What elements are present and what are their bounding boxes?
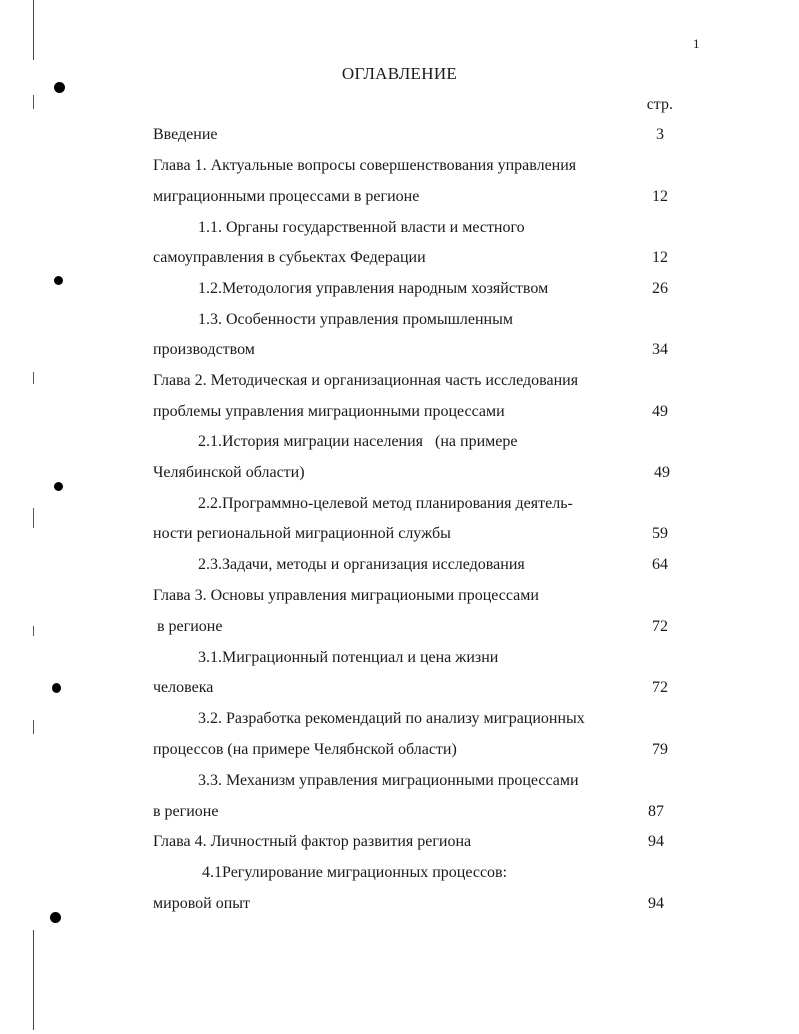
binder-hole (52, 683, 61, 693)
toc-entry-s3-1-line2: человека (153, 679, 214, 696)
toc-page-s1-1: 12 (652, 249, 668, 266)
margin-line (33, 930, 34, 1030)
page-number: 1 (693, 36, 700, 51)
toc-page-s3-3: 87 (648, 803, 664, 820)
toc-entry-s1-3-line1: 1.3. Особенности управления промышленным (198, 311, 513, 328)
toc-page-s1-3: 34 (652, 341, 668, 358)
toc-entry-ch3-line2: в регионе (153, 618, 223, 635)
toc-entry-ch2-line1: Глава 2. Методическая и организационная часть исследования (153, 372, 579, 389)
scan-mark (33, 95, 34, 109)
toc-entry-s1-1-line2: самоуправления в субьектах Федерации (153, 249, 426, 266)
toc-entry-s4-1-line1: 4.1Регулирование миграционных процессов: (198, 864, 508, 881)
toc-page-s1-2: 26 (652, 280, 668, 297)
toc-entry-ch2-line2: проблемы управления миграционными процессами (153, 403, 505, 420)
scan-mark (33, 372, 34, 384)
toc-entry-s2-3: 2.3.Задачи, методы и организация исследования (198, 556, 525, 573)
margin-line (33, 0, 34, 60)
toc-entry-s3-2-line2: процессов (на примере Челябнской области) (153, 741, 457, 758)
toc-entry-s4-1-line2: мировой опыт (153, 895, 250, 912)
toc-entry-s1-1-line1: 1.1. Органы государственной власти и местного (198, 219, 525, 236)
toc-page-s4-1: 94 (648, 895, 664, 912)
toc-entry-s2-1-line2: Челябинской области) (153, 464, 305, 481)
toc-entry-s2-1-line1: 2.1.История миграции населения (на примере (198, 433, 518, 450)
toc-entry-s1-3-line2: производством (153, 341, 255, 358)
page-title: ОГЛАВЛЕНИЕ (341, 64, 458, 83)
toc-entry-s3-2-line1: 3.2. Разработка рекомендаций по анализу миграционных (198, 710, 585, 727)
toc-page-ch4: 94 (648, 833, 664, 850)
toc-entry-s3-3-line1: 3.3. Механизм управления миграционными процессами (198, 772, 579, 789)
binder-hole (50, 912, 61, 923)
toc-entry-s1-2: 1.2.Методология управления народным хозяйством (198, 280, 549, 297)
scan-mark (33, 626, 34, 636)
toc-page-s2-3: 64 (652, 556, 668, 573)
toc-entry-s2-2-line1: 2.2.Программно-целевой метод планирования деятель- (198, 495, 573, 512)
toc-entry-ch1-line1: Глава 1. Актуальные вопросы совершенствования управления (153, 157, 577, 174)
toc-entry-intro: Введение (153, 126, 218, 143)
scan-mark (33, 508, 34, 528)
toc-page-ch3: 72 (652, 618, 668, 635)
toc-entry-s2-2-line2: ности региональной миграционной службы (153, 525, 451, 542)
binder-hole (54, 482, 63, 491)
toc-page-s2-2: 59 (652, 525, 668, 542)
toc-entry-ch1-line2: миграционными процессами в регионе (153, 188, 420, 205)
binder-hole (54, 276, 63, 285)
page-column-header: стр. (646, 96, 673, 113)
toc-page-s2-1: 49 (654, 464, 670, 481)
scan-mark (33, 720, 34, 734)
toc-entry-s3-1-line1: 3.1.Миграционный потенциал и цена жизни (198, 649, 499, 666)
toc-page-ch1: 12 (652, 188, 668, 205)
toc-page-s3-2: 79 (652, 741, 668, 758)
toc-page-s3-1: 72 (652, 679, 668, 696)
toc-page-ch2: 49 (652, 403, 668, 420)
toc-entry-s3-3-line2: в регионе (153, 803, 219, 820)
toc-entry-ch4: Глава 4. Личностный фактор развития региона (153, 833, 472, 850)
toc-page-intro: 3 (656, 126, 664, 143)
toc-entry-ch3-line1: Глава 3. Основы управления миграциоными процессами (153, 587, 539, 604)
